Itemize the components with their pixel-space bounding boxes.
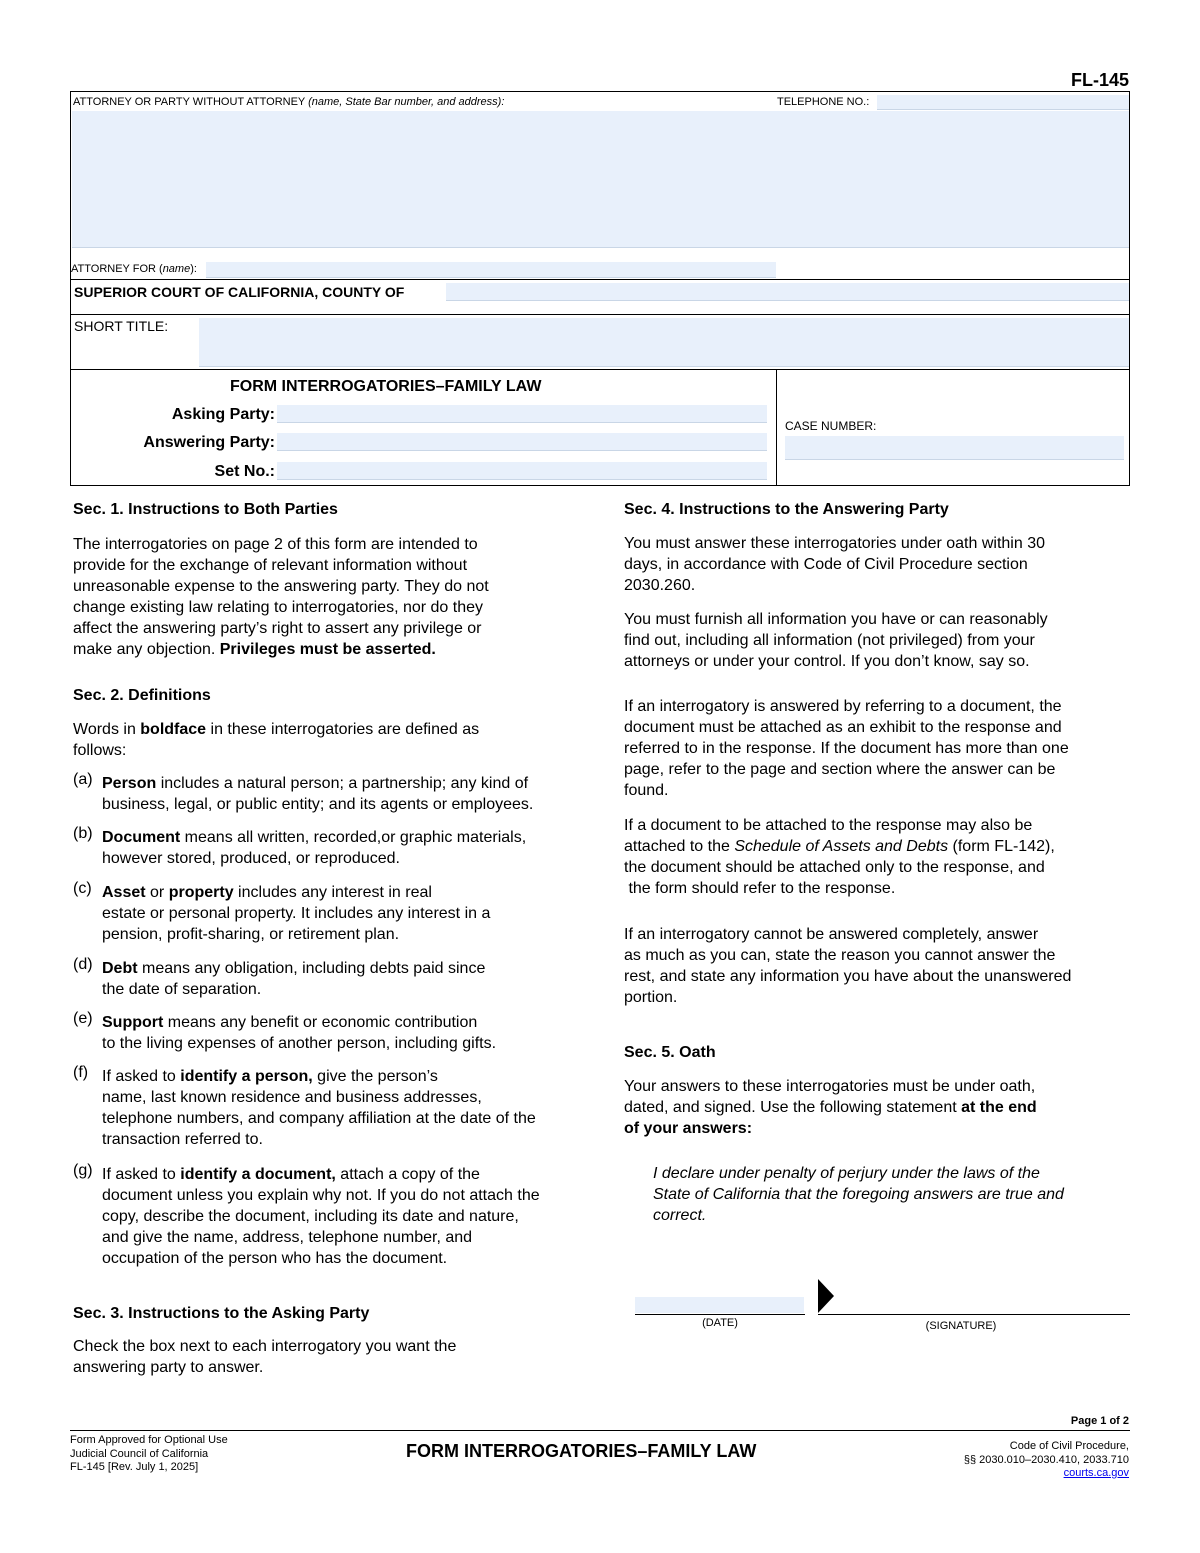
footer-code: Code of Civil Procedure, §§ 2030.010–2030.410, 2033.710 courts.ca.gov	[963, 1440, 1129, 1479]
attorney-label: ATTORNEY OR PARTY WITHOUT ATTORNEY (name, State Bar number, and address):	[73, 96, 505, 108]
county-field[interactable]	[446, 283, 1129, 301]
attorney-for-label: ATTORNEY FOR (name):	[71, 263, 197, 275]
form-number: FL-145	[1070, 70, 1129, 90]
sec4-para-5: If an interrogatory cannot be answered completely, answer as much as you can, state the reason you cannot answer the rest, and state any information you have about the unanswered portion.	[624, 926, 1072, 1006]
sec5-heading: Sec. 5. Oath	[624, 1044, 716, 1061]
signature-field[interactable]	[835, 1290, 1129, 1313]
sec3-heading: Sec. 3. Instructions to the Asking Party	[73, 1305, 370, 1322]
sec5-body: Your answers to these interrogatories must be under oath, dated, and signed. Use the following statement at the end of your answers:	[624, 1078, 1037, 1137]
courts-link[interactable]: courts.ca.gov	[1063, 1467, 1129, 1479]
page-number: Page 1 of 2	[1070, 1415, 1129, 1427]
sec1-heading: Sec. 1. Instructions to Both Parties	[73, 501, 338, 518]
sec4-para-1: You must answer these interrogatories under oath within 30 days, in accordance with Code of Civil Procedure section 2030.260.	[624, 535, 1045, 594]
court-label: SUPERIOR COURT OF CALIFORNIA, COUNTY OF	[74, 284, 405, 300]
oath-statement: I declare under penalty of perjury under the laws of the State of California that the foregoing answers are true and correct.	[653, 1165, 1064, 1224]
date-field[interactable]	[635, 1297, 804, 1313]
date-label: (DATE)	[702, 1317, 738, 1329]
asking-party-field[interactable]	[277, 405, 767, 423]
asking-party-label: Asking Party:	[171, 406, 275, 423]
footer-approval: Form Approved for Optional Use Judicial Council of California FL-145 [Rev. July 1, 2025]	[70, 1434, 228, 1473]
signature-arrow-icon	[818, 1279, 834, 1313]
answering-party-field[interactable]	[277, 433, 767, 451]
sec2-heading: Sec. 2. Definitions	[73, 687, 211, 704]
sec4-heading: Sec. 4. Instructions to the Answering Party	[624, 501, 949, 518]
signature-label: (SIGNATURE)	[925, 1320, 997, 1332]
telephone-field[interactable]	[877, 95, 1129, 110]
sec2-intro: Words in boldface in these interrogatories are defined as follows:	[73, 721, 480, 759]
telephone-label: TELEPHONE NO.:	[777, 96, 870, 108]
case-number-label: CASE NUMBER:	[785, 419, 877, 433]
caption-form-title: FORM INTERROGATORIES–FAMILY LAW	[230, 378, 542, 395]
short-title-field[interactable]	[199, 318, 1129, 367]
set-no-field[interactable]	[277, 462, 767, 480]
attorney-address-field[interactable]	[72, 111, 1129, 248]
case-number-field[interactable]	[785, 436, 1124, 460]
sec4-para-4: If a document to be attached to the response may also be attached to the Schedule of Assets and Debts (form FL-142), the document should be attached only to the response, and the form should refer to the response.	[624, 817, 1055, 897]
short-title-label: SHORT TITLE:	[74, 318, 169, 334]
sec3-body: Check the box next to each interrogatory you want the answering party to answer.	[73, 1338, 457, 1376]
footer-form-title: FORM INTERROGATORIES–FAMILY LAW	[406, 1441, 757, 1461]
sec4-para-3: If an interrogatory is answered by referring to a document, the document must be attached as an exhibit to the response and referred to in the response. If the document has more than one page, refer to the page and section where the answer can be found.	[624, 698, 1069, 799]
set-no-label: Set No.:	[214, 463, 275, 480]
answering-party-label: Answering Party:	[143, 434, 275, 451]
sec1-body: The interrogatories on page 2 of this form are intended to provide for the exchange of relevant information without unreasonable expense to the answering party. They do not change existing law relating to interrogatories, nor do they affect the answering party’s right to assert any privilege or make any objection. Privileges must be asserted.	[73, 536, 489, 658]
sec4-para-2: You must furnish all information you have or can reasonably find out, including all information (not privileged) from your attorneys or under your control. If you don’t know, say so.	[624, 611, 1048, 670]
attorney-for-field[interactable]	[206, 262, 776, 278]
